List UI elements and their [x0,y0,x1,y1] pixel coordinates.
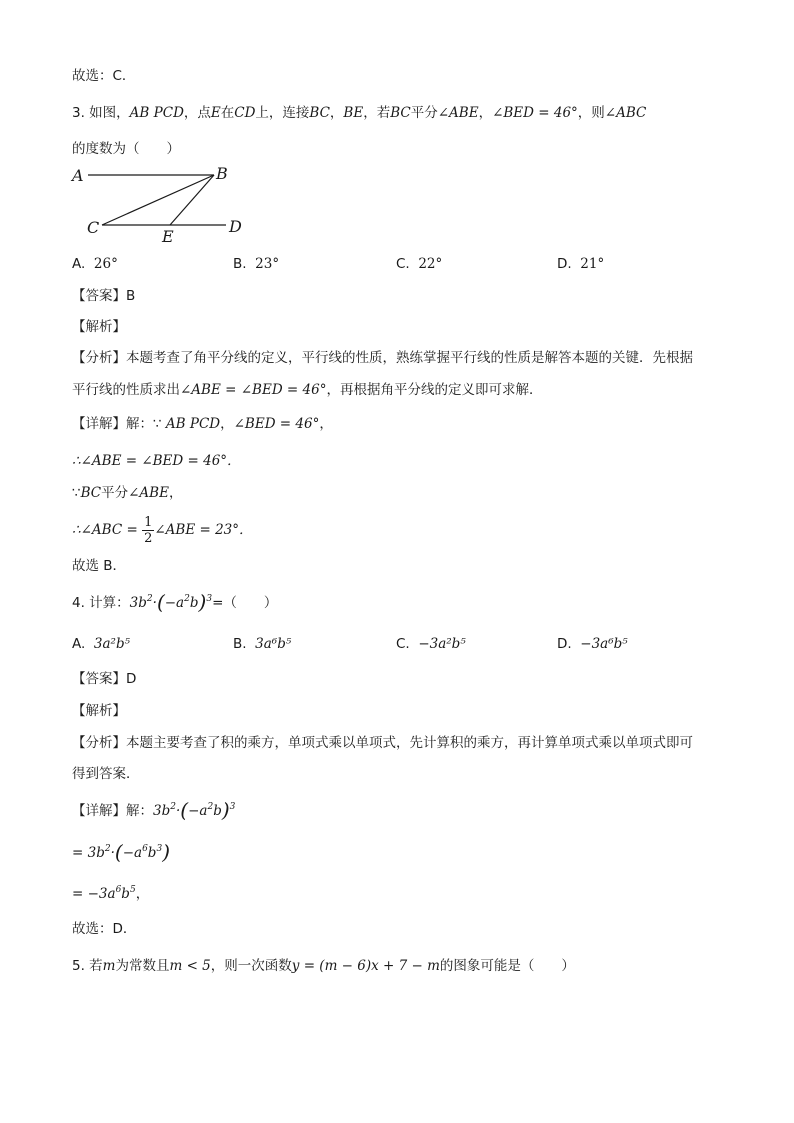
detail-expression: $3b^2\cdot(-a^2b)^3$ [153,798,236,822]
q5-m: m [102,958,116,974]
q4-analysis-label: 【解析】 [72,703,126,719]
q5-condition: m < 5 [169,958,211,974]
q4-detail-line3 [72,884,149,904]
detail-math: ∴∠ABC = [72,522,138,538]
q3-abe: ∠ABE [437,105,479,121]
option-value: 3a⁶b⁵ [255,636,292,652]
q4-option-c[interactable] [396,634,466,654]
q3-text: 平分 [410,105,438,121]
q3-option-a[interactable] [72,254,118,274]
q3-option-c[interactable] [396,254,442,274]
q4-conclusion: 故选：D． [72,921,137,937]
detail-expression: = $3b^2\cdot(-a^6b^3)$ [72,840,170,864]
q4-fenxi-line1 [72,733,693,753]
q3-text: 上，连接 [255,105,310,121]
option-value: −3a⁶b⁵ [580,636,628,652]
q3-e: E [210,105,221,121]
label-b: B [216,164,228,183]
q4-option-a[interactable] [72,634,130,654]
option-value: 3a²b⁵ [93,636,130,652]
option-letter: C. [396,256,410,272]
q4-stem-suffix: =（ ） [212,595,278,611]
option-letter: B. [233,636,247,652]
q3-cd: CD [162,105,184,121]
q4-detail-line2 [72,842,170,863]
q3-text: ，则 [577,105,605,121]
q4-fenxi-line2: 得到答案． [72,766,140,782]
q3-cd: CD [234,105,256,121]
detail-text: 解：∵ [126,416,162,432]
q3-parallel: P [153,105,163,121]
q4-answer [72,669,136,689]
q3-bc: BC [390,105,411,121]
answer-value: D [126,671,137,687]
option-value: 26° [93,256,118,272]
option-letter: D. [557,636,572,652]
detail-parallel: P [189,416,199,432]
fenxi-text: 本题考查了角平分线的定义，平行线的性质，熟练掌握平行线的性质是解答本题的关键．先根据 [126,350,693,366]
detail-text: ∵ [72,485,81,501]
detail-text: ， [220,416,234,432]
q3-bed: ∠BED = 46° [492,105,578,121]
q3-figure [66,162,256,246]
fenxi-label: 【分析】 [72,350,126,366]
option-value: 21° [580,256,605,272]
fenxi-text: ，再根据角平分线的定义即可求解． [326,382,543,398]
detail-label: 【详解】 [72,416,126,432]
fenxi-text: 平行线的性质求出 [72,382,180,398]
label-c: C [87,218,100,237]
q3-option-b[interactable] [233,254,279,274]
option-letter: A. [72,636,86,652]
detail-abe: ∠ABE [128,485,169,501]
q3-fenxi-line1 [72,348,693,368]
detail-text: ， [319,416,333,432]
detail-text: 平分 [101,485,129,501]
detail-expression: = $-3a^6b^5$ [72,885,136,902]
option-value: 22° [418,256,443,272]
fenxi-text: 本题主要考查了积的乘方，单项式乘以单项式，先计算积的乘方，再计算单项式乘以单项式即可 [126,735,693,751]
q5-text: 为常数且 [115,958,170,974]
q3-stem-line2: 的度数为（ ） [72,141,180,157]
fraction-denominator: 2 [144,530,153,546]
detail-bc: BC [80,485,102,501]
detail-math: ∠ABE = 23°． [154,522,253,538]
line-bc [102,175,214,225]
answer-value: B [126,288,136,304]
option-value: 23° [255,256,280,272]
detail-bed: ∠BED = 46° [233,416,320,432]
option-letter: B. [233,256,247,272]
q3-text: 在 [220,105,235,121]
q3-stem-line1 [72,103,646,123]
option-letter: C. [396,636,410,652]
q4-detail-line1 [72,800,235,821]
q4-stem [72,592,277,613]
label-a: A [72,166,84,185]
detail-text: ， [168,485,183,501]
q5-text: 的图象可能是（ ） [439,958,575,974]
q4-expression: $3b^2\cdot(-a^2b)^3$ [129,590,213,614]
q3-ab: AB [129,105,150,121]
fraction-numerator: 1 [144,514,153,530]
q2-conclusion: 故选：C． [72,68,136,84]
option-letter: D. [557,256,572,272]
q3-fenxi-line2 [72,380,542,400]
q3-bc: BC [309,105,330,121]
option-letter: A. [72,256,86,272]
answer-label: 【答案】 [72,671,126,687]
q3-text: ，若 [363,105,391,121]
q3-detail-line3 [72,483,182,503]
q3-conclusion: 故选 B． [72,558,127,574]
q5-text: ，则一次函数 [210,958,292,974]
fenxi-math: ∠ABE = ∠BED = 46° [180,382,327,398]
q5-stem [72,956,575,976]
fenxi-label: 【分析】 [72,735,126,751]
q5-function: y = (m − 6)x + 7 − m [291,958,440,974]
q3-detail-line2: ∴∠ABE = ∠BED = 46°． [72,453,241,469]
q3-text: ， [478,105,493,121]
q3-answer [72,286,135,306]
q3-text: ，点 [183,105,211,121]
q3-option-d[interactable] [557,254,604,274]
line-be [170,175,214,225]
q4-option-d[interactable] [557,634,628,654]
q3-abc: ∠ABC [604,105,647,121]
q4-stem-prefix: 4. 计算： [72,595,130,611]
q3-detail-line1 [72,414,333,434]
q3-text: ， [329,105,344,121]
q3-stem-prefix: 3. 如图， [72,105,130,121]
detail-cd: CD [198,416,221,432]
detail-ab: AB [165,416,186,432]
option-value: −3a²b⁵ [418,636,466,652]
fraction-half [142,515,154,546]
detail-text: ， [135,886,150,902]
detail-label: 【详解】 [72,803,126,819]
q4-option-b[interactable] [233,634,291,654]
q5-stem-prefix: 5. 若 [72,958,103,974]
label-e: E [162,227,174,246]
q3-be: BE [343,105,364,121]
answer-label: 【答案】 [72,288,126,304]
q3-detail-line4 [72,514,253,546]
label-d: D [229,217,242,236]
q3-analysis-label: 【解析】 [72,319,126,335]
detail-text: 解： [126,803,153,819]
